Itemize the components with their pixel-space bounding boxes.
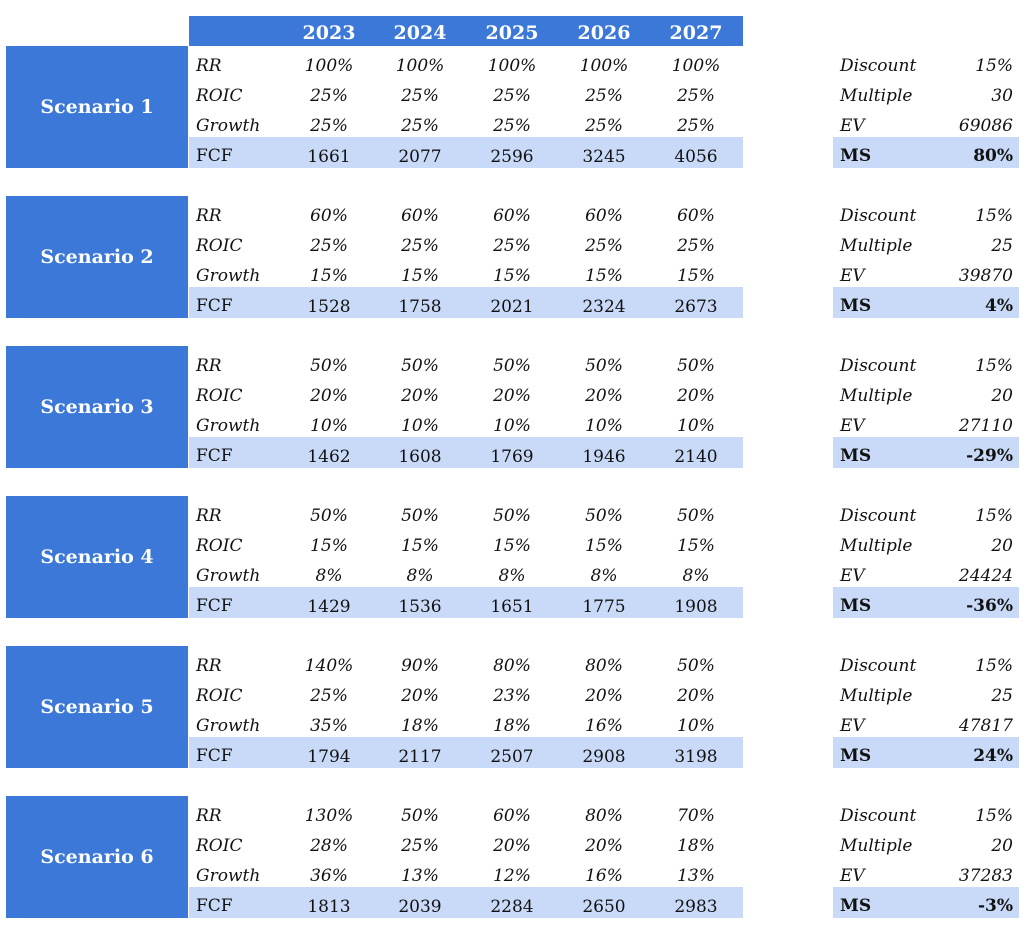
- cell-growth-2025: 18%: [493, 716, 531, 736]
- cell-fcf-2025: 1651: [490, 597, 534, 617]
- year-header-2026: 2026: [577, 22, 631, 44]
- metric-label-ms: MS: [840, 446, 872, 466]
- cell-growth-2026: 16%: [585, 866, 623, 886]
- metric-label-ms: MS: [840, 596, 872, 616]
- metric-value-multiple: 25: [991, 686, 1013, 706]
- row-label-rr: RR: [196, 356, 222, 376]
- cell-fcf-2027: 2673: [674, 297, 718, 317]
- cell-roic-2025: 25%: [493, 236, 531, 256]
- cell-growth-2026: 8%: [590, 566, 618, 586]
- cell-roic-2027: 20%: [677, 386, 715, 406]
- metric-value-ev: 39870: [958, 266, 1013, 286]
- cell-growth-2026: 25%: [585, 116, 623, 136]
- metric-value-ms: -36%: [966, 596, 1013, 616]
- cell-growth-2024: 10%: [401, 416, 439, 436]
- cell-roic-2023: 25%: [310, 236, 348, 256]
- cell-roic-2023: 28%: [310, 836, 348, 856]
- cell-rr-2026: 80%: [585, 806, 623, 826]
- cell-growth-2027: 15%: [677, 266, 715, 286]
- cell-rr-2023: 140%: [304, 656, 354, 676]
- cell-rr-2026: 100%: [579, 56, 629, 76]
- cell-roic-2025: 20%: [493, 836, 531, 856]
- cell-growth-2024: 25%: [401, 116, 439, 136]
- metric-value-multiple: 20: [991, 536, 1013, 556]
- cell-fcf-2023: 1462: [307, 447, 351, 467]
- year-header-2027: 2027: [669, 22, 723, 44]
- metric-value-discount: 15%: [975, 806, 1013, 826]
- cell-rr-2023: 100%: [304, 56, 354, 76]
- metric-value-multiple: 25: [991, 236, 1013, 256]
- metric-value-multiple: 30: [991, 86, 1013, 106]
- cell-fcf-2024: 1758: [398, 297, 442, 317]
- scenario-block: [0, 796, 1031, 918]
- cell-growth-2023: 10%: [310, 416, 348, 436]
- cell-growth-2025: 10%: [493, 416, 531, 436]
- cell-fcf-2024: 1536: [398, 597, 442, 617]
- cell-growth-2024: 13%: [401, 866, 439, 886]
- scenario-label: Scenario 5: [6, 646, 188, 768]
- cell-rr-2026: 80%: [585, 656, 623, 676]
- cell-rr-2027: 60%: [677, 206, 715, 226]
- row-label-fcf: FCF: [196, 896, 233, 916]
- row-label-roic: ROIC: [196, 86, 243, 106]
- metric-label-discount: Discount: [840, 656, 917, 676]
- metric-value-ev: 37283: [958, 866, 1013, 886]
- cell-roic-2024: 25%: [401, 836, 439, 856]
- metric-value-ms: 4%: [985, 296, 1013, 316]
- row-label-fcf: FCF: [196, 296, 233, 316]
- cell-growth-2023: 36%: [310, 866, 348, 886]
- cell-rr-2027: 50%: [677, 656, 715, 676]
- scenario-label: Scenario 1: [6, 46, 188, 168]
- cell-growth-2027: 13%: [677, 866, 715, 886]
- cell-roic-2026: 20%: [585, 686, 623, 706]
- cell-rr-2026: 50%: [585, 506, 623, 526]
- cell-roic-2025: 15%: [493, 536, 531, 556]
- row-label-growth: Growth: [196, 266, 261, 286]
- cell-growth-2024: 15%: [401, 266, 439, 286]
- cell-growth-2023: 25%: [310, 116, 348, 136]
- cell-rr-2027: 50%: [677, 506, 715, 526]
- metric-label-ev: EV: [840, 416, 865, 436]
- row-label-roic: ROIC: [196, 386, 243, 406]
- metric-label-multiple: Multiple: [840, 86, 913, 106]
- metric-value-discount: 15%: [975, 356, 1013, 376]
- cell-fcf-2023: 1794: [307, 747, 351, 767]
- cell-roic-2025: 25%: [493, 86, 531, 106]
- cell-fcf-2024: 2117: [398, 747, 442, 767]
- cell-fcf-2026: 3245: [582, 147, 626, 167]
- row-label-roic: ROIC: [196, 536, 243, 556]
- metric-label-multiple: Multiple: [840, 836, 913, 856]
- metric-label-multiple: Multiple: [840, 686, 913, 706]
- cell-roic-2023: 25%: [310, 86, 348, 106]
- cell-rr-2024: 50%: [401, 806, 439, 826]
- row-label-rr: RR: [196, 506, 222, 526]
- metric-value-multiple: 20: [991, 386, 1013, 406]
- row-label-growth: Growth: [196, 716, 261, 736]
- cell-roic-2026: 20%: [585, 386, 623, 406]
- cell-roic-2026: 20%: [585, 836, 623, 856]
- cell-rr-2025: 80%: [493, 656, 531, 676]
- scenario-label: Scenario 6: [6, 796, 188, 918]
- cell-growth-2023: 8%: [315, 566, 343, 586]
- cell-roic-2027: 18%: [677, 836, 715, 856]
- cell-growth-2025: 12%: [493, 866, 531, 886]
- metric-label-ms: MS: [840, 896, 872, 916]
- cell-rr-2024: 60%: [401, 206, 439, 226]
- metric-label-ev: EV: [840, 716, 865, 736]
- metric-label-ms: MS: [840, 146, 872, 166]
- cell-fcf-2025: 2284: [490, 897, 534, 917]
- cell-growth-2023: 35%: [310, 716, 348, 736]
- cell-fcf-2024: 2039: [398, 897, 442, 917]
- cell-roic-2024: 25%: [401, 86, 439, 106]
- cell-growth-2025: 15%: [493, 266, 531, 286]
- cell-fcf-2026: 2650: [582, 897, 626, 917]
- cell-growth-2026: 15%: [585, 266, 623, 286]
- cell-fcf-2025: 2596: [490, 147, 534, 167]
- cell-rr-2025: 100%: [487, 56, 537, 76]
- metric-value-ev: 47817: [958, 716, 1013, 736]
- metric-label-ev: EV: [840, 866, 865, 886]
- cell-growth-2026: 16%: [585, 716, 623, 736]
- metric-value-ms: 24%: [973, 746, 1013, 766]
- cell-rr-2025: 50%: [493, 356, 531, 376]
- year-header-2025: 2025: [485, 22, 539, 44]
- row-label-fcf: FCF: [196, 596, 233, 616]
- cell-roic-2024: 15%: [401, 536, 439, 556]
- cell-roic-2023: 15%: [310, 536, 348, 556]
- cell-roic-2024: 20%: [401, 386, 439, 406]
- row-label-growth: Growth: [196, 416, 261, 436]
- row-label-fcf: FCF: [196, 746, 233, 766]
- row-label-rr: RR: [196, 656, 222, 676]
- cell-rr-2024: 50%: [401, 506, 439, 526]
- cell-fcf-2027: 4056: [674, 147, 718, 167]
- row-label-roic: ROIC: [196, 836, 243, 856]
- cell-growth-2025: 8%: [498, 566, 526, 586]
- cell-roic-2026: 15%: [585, 536, 623, 556]
- metric-label-discount: Discount: [840, 206, 917, 226]
- year-header-2024: 2024: [393, 22, 447, 44]
- cell-roic-2023: 20%: [310, 386, 348, 406]
- cell-roic-2025: 20%: [493, 386, 531, 406]
- row-label-growth: Growth: [196, 866, 261, 886]
- cell-roic-2027: 15%: [677, 536, 715, 556]
- cell-rr-2024: 90%: [401, 656, 439, 676]
- cell-rr-2027: 100%: [671, 56, 721, 76]
- cell-fcf-2027: 3198: [674, 747, 718, 767]
- cell-rr-2025: 50%: [493, 506, 531, 526]
- metric-label-discount: Discount: [840, 356, 917, 376]
- metric-value-multiple: 20: [991, 836, 1013, 856]
- cell-rr-2025: 60%: [493, 806, 531, 826]
- metric-value-discount: 15%: [975, 656, 1013, 676]
- cell-fcf-2024: 2077: [398, 147, 442, 167]
- cell-fcf-2026: 2908: [582, 747, 626, 767]
- metric-value-ev: 24424: [958, 566, 1013, 586]
- metric-value-ms: 80%: [973, 146, 1013, 166]
- scenario-block: [0, 646, 1031, 768]
- cell-roic-2027: 25%: [677, 236, 715, 256]
- cell-rr-2023: 60%: [310, 206, 348, 226]
- scenario-block: [0, 46, 1031, 168]
- scenario-label: Scenario 3: [6, 346, 188, 468]
- cell-roic-2027: 25%: [677, 86, 715, 106]
- cell-growth-2027: 8%: [682, 566, 710, 586]
- cell-fcf-2023: 1661: [307, 147, 351, 167]
- cell-roic-2025: 23%: [493, 686, 531, 706]
- cell-rr-2027: 70%: [677, 806, 715, 826]
- scenario-block: [0, 496, 1031, 618]
- metric-label-ms: MS: [840, 296, 872, 316]
- row-label-roic: ROIC: [196, 236, 243, 256]
- metric-value-ms: -3%: [977, 896, 1013, 916]
- cell-growth-2027: 25%: [677, 116, 715, 136]
- cell-rr-2023: 130%: [304, 806, 354, 826]
- cell-growth-2025: 25%: [493, 116, 531, 136]
- cell-rr-2023: 50%: [310, 356, 348, 376]
- scenario-block: [0, 196, 1031, 318]
- cell-fcf-2023: 1813: [307, 897, 351, 917]
- row-label-growth: Growth: [196, 566, 261, 586]
- cell-rr-2024: 50%: [401, 356, 439, 376]
- scenario-block: [0, 346, 1031, 468]
- scenario-label: Scenario 4: [6, 496, 188, 618]
- cell-growth-2024: 8%: [406, 566, 434, 586]
- scenario-label: Scenario 2: [6, 196, 188, 318]
- row-label-growth: Growth: [196, 116, 261, 136]
- cell-fcf-2025: 2021: [490, 297, 534, 317]
- metric-value-discount: 15%: [975, 506, 1013, 526]
- cell-fcf-2026: 1775: [582, 597, 626, 617]
- cell-rr-2026: 60%: [585, 206, 623, 226]
- cell-rr-2024: 100%: [395, 56, 445, 76]
- cell-growth-2027: 10%: [677, 716, 715, 736]
- row-label-rr: RR: [196, 806, 222, 826]
- metric-label-multiple: Multiple: [840, 386, 913, 406]
- cell-fcf-2025: 1769: [490, 447, 534, 467]
- metric-value-ev: 69086: [958, 116, 1013, 136]
- cell-rr-2026: 50%: [585, 356, 623, 376]
- cell-fcf-2023: 1429: [307, 597, 351, 617]
- cell-roic-2024: 25%: [401, 236, 439, 256]
- metric-value-discount: 15%: [975, 206, 1013, 226]
- cell-fcf-2026: 2324: [582, 297, 626, 317]
- cell-growth-2026: 10%: [585, 416, 623, 436]
- metric-label-discount: Discount: [840, 806, 917, 826]
- metric-label-ev: EV: [840, 566, 865, 586]
- metric-label-ev: EV: [840, 266, 865, 286]
- cell-fcf-2024: 1608: [398, 447, 442, 467]
- cell-growth-2023: 15%: [310, 266, 348, 286]
- row-label-fcf: FCF: [196, 146, 233, 166]
- metric-label-multiple: Multiple: [840, 536, 913, 556]
- metric-label-discount: Discount: [840, 506, 917, 526]
- cell-fcf-2027: 2983: [674, 897, 718, 917]
- metric-label-discount: Discount: [840, 56, 917, 76]
- cell-rr-2023: 50%: [310, 506, 348, 526]
- row-label-roic: ROIC: [196, 686, 243, 706]
- metric-label-ev: EV: [840, 116, 865, 136]
- cell-rr-2027: 50%: [677, 356, 715, 376]
- cell-roic-2023: 25%: [310, 686, 348, 706]
- metric-value-ms: -29%: [966, 446, 1013, 466]
- cell-growth-2027: 10%: [677, 416, 715, 436]
- metric-label-multiple: Multiple: [840, 236, 913, 256]
- cell-roic-2024: 20%: [401, 686, 439, 706]
- cell-roic-2026: 25%: [585, 236, 623, 256]
- cell-growth-2024: 18%: [401, 716, 439, 736]
- year-header-2023: 2023: [302, 22, 356, 44]
- cell-roic-2026: 25%: [585, 86, 623, 106]
- cell-fcf-2027: 2140: [674, 447, 718, 467]
- metric-value-discount: 15%: [975, 56, 1013, 76]
- row-label-rr: RR: [196, 206, 222, 226]
- cell-roic-2027: 20%: [677, 686, 715, 706]
- row-label-fcf: FCF: [196, 446, 233, 466]
- cell-fcf-2025: 2507: [490, 747, 534, 767]
- year-header-row: [189, 16, 743, 46]
- row-label-rr: RR: [196, 56, 222, 76]
- cell-rr-2025: 60%: [493, 206, 531, 226]
- metric-label-ms: MS: [840, 746, 872, 766]
- metric-value-ev: 27110: [958, 416, 1013, 436]
- cell-fcf-2026: 1946: [582, 447, 626, 467]
- cell-fcf-2027: 1908: [674, 597, 718, 617]
- cell-fcf-2023: 1528: [307, 297, 351, 317]
